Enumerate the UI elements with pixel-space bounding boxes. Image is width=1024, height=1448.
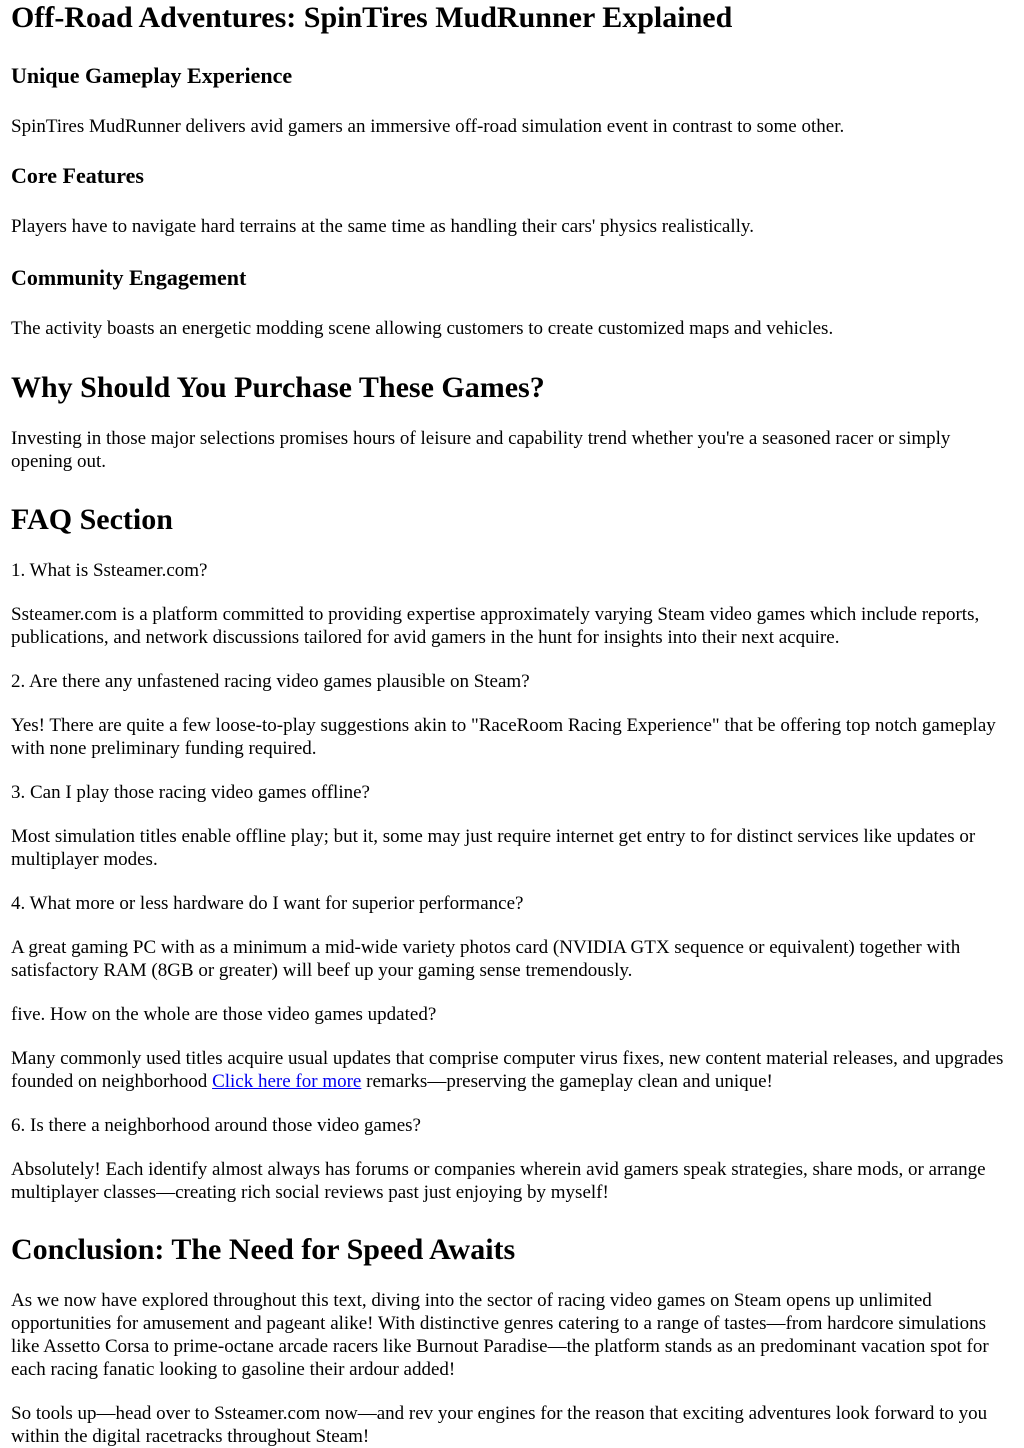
faq-question-2: 2. Are there any unfastened racing video games plausible on Steam?: [11, 671, 530, 692]
section-text-unique-gameplay: SpinTires MudRunner delivers avid gamers an immersive off-road simulation event in contrast to some other.: [11, 116, 845, 137]
section-heading-core-features: Core Features: [11, 163, 144, 188]
conclusion-paragraph-2: So tools up—head over to Ssteamer.com now—and rev your engines for the reason that exciting adventures look forward to you within the digital racetracks throughout Steam!: [11, 1403, 988, 1447]
why-purchase-text: Investing in those major selections promises hours of leisure and capability trend whether you're a seasoned racer or simply opening out.: [11, 428, 951, 472]
conclusion-heading: Conclusion: The Need for Speed Awaits: [11, 1233, 516, 1266]
faq-question-5: five. How on the whole are those video games updated?: [11, 1004, 437, 1025]
section-text-community-engagement: The activity boasts an energetic modding scene allowing customers to create customized maps and vehicles.: [11, 318, 834, 339]
page-title: Off-Road Adventures: SpinTires MudRunner Explained: [11, 1, 733, 34]
faq-question-4: 4. What more or less hardware do I want for superior performance?: [11, 893, 524, 914]
faq-answer-5-before: Many commonly used titles acquire usual updates that comprise computer virus fixes, new content material releases, and upgrades founded on neighborhood: [11, 1048, 1004, 1092]
faq-answer-3: Most simulation titles enable offline play; but it, some may just require internet get entry to for distinct services like updates or multiplayer modes.: [11, 826, 976, 870]
why-purchase-heading: Why Should You Purchase These Games?: [11, 371, 545, 404]
faq-question-3: 3. Can I play those racing video games offline?: [11, 782, 370, 803]
section-text-core-features: Players have to navigate hard terrains at the same time as handling their cars' physics realistically.: [11, 216, 754, 237]
faq-answer-5-after: remarks—preserving the gameplay clean and unique!: [361, 1071, 773, 1092]
click-here-for-more-link[interactable]: Click here for more: [212, 1071, 362, 1092]
conclusion-paragraph-1: As we now have explored throughout this text, diving into the sector of racing video games on Steam opens up unlimited opportunities for amusement and pageant alike! With distinctive genres catering to a range of tastes—from hardcore simulations like Assetto Corsa to prime-octane arcade racers like Burnout Paradise—the platform stands as an predominant vacation spot for each racing fanatic looking to gasoline their ardour added!: [11, 1290, 989, 1380]
section-heading-unique-gameplay: Unique Gameplay Experience: [11, 63, 293, 88]
faq-answer-5: [11, 1047, 1014, 1093]
faq-question-1: 1. What is Ssteamer.com?: [11, 560, 208, 581]
faq-question-6: 6. Is there a neighborhood around those video games?: [11, 1115, 421, 1136]
faq-answer-4: A great gaming PC with as a minimum a mid-wide variety photos card (NVIDIA GTX sequence or equivalent) together with satisfactory RAM (8GB or greater) will beef up your gaming sense tremendously.: [11, 937, 961, 981]
faq-answer-1: Ssteamer.com is a platform committed to providing expertise approximately varying Steam video games which include reports, publications, and network discussions tailored for avid gamers in the hunt for insights into their next acquire.: [11, 604, 980, 648]
faq-answer-6: Absolutely! Each identify almost always has forums or companies wherein avid gamers speak strategies, share mods, or arrange multiplayer classes—creating rich social reviews past just enjoying by myself!: [11, 1159, 986, 1203]
faq-heading: FAQ Section: [11, 503, 173, 536]
faq-answer-2: Yes! There are quite a few loose-to-play suggestions akin to "RaceRoom Racing Experience" that be offering top notch gameplay with none preliminary funding required.: [11, 715, 996, 759]
section-heading-community-engagement: Community Engagement: [11, 265, 247, 290]
